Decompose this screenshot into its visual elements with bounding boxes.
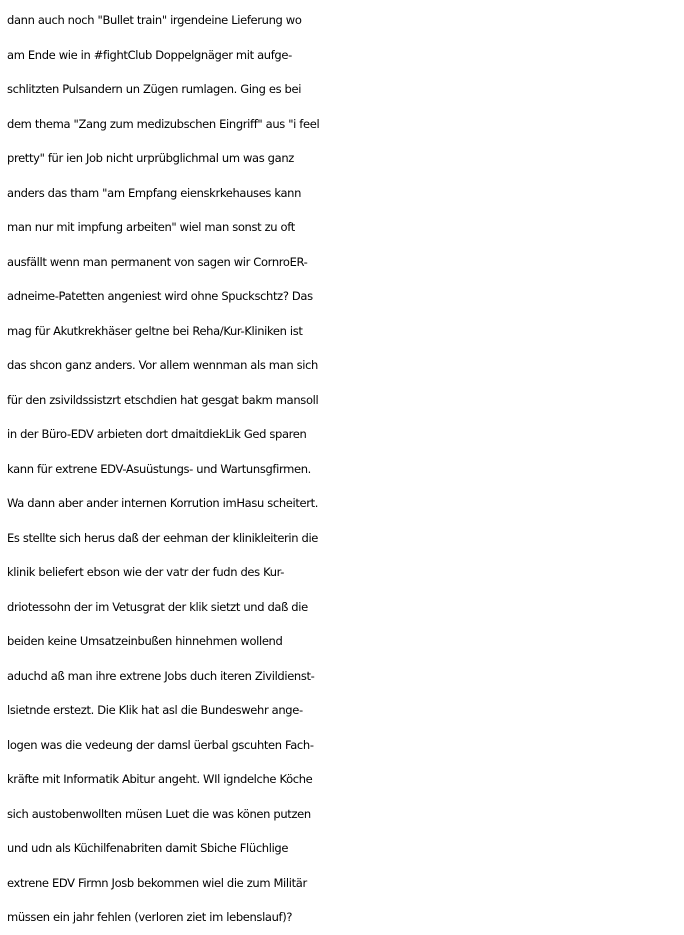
text-line: müssen ein jahr fehlen (verloren ziet im lebenslauf)? <box>7 910 293 924</box>
text-line: pretty" für ien Job nicht urprübglichmal um was ganz <box>7 151 294 165</box>
text-line: Es stellte sich herus daß der eehman der klinikleiterin die <box>7 530 319 545</box>
text-line: dem thema "Zang zum medizubschen Eingriff" aus "i feel <box>7 116 320 131</box>
text-line: das shcon ganz anders. Vor allem wennman als man sich <box>7 358 318 372</box>
text-line: anders das tham "am Empfang eienskrkehauses kann <box>7 185 302 200</box>
text-line: logen was die vedeung der damsl üerbal gscuhten Fach- <box>7 737 314 752</box>
text-line: aduchd aß man ihre extrene Jobs duch iteren Zivildienst- <box>7 668 315 683</box>
text-line: adneime-Patetten angeniest wird ohne Spuckschtz? Das <box>7 289 313 303</box>
text-line: Wa dann aber ander internen Korrution imHasu scheitert. <box>7 496 319 510</box>
text-line: ausfällt wenn man permanent von sagen wir CornroER- <box>7 254 308 269</box>
text-line: für den zsivildssistzrt etschdien hat gesgat bakm mansoll <box>7 392 319 407</box>
text-line: kann für extrene EDV-Asuüstungs- und Wartunsgfirmen. <box>7 461 311 476</box>
text-line: man nur mit impfung arbeiten" wiel man sonst zu oft <box>7 220 295 234</box>
text-line: lsietnde erstezt. Die Klik hat asl die Bundeswehr ange- <box>7 703 303 717</box>
text-line: extrene EDV Firmn Josb bekommen wiel die zum Militär <box>7 875 307 890</box>
body-text <box>7 3 683 935</box>
text-line: mag für Akutkrekhäser geltne bei Reha/Kur-Kliniken ist <box>7 323 303 338</box>
text-line: klinik beliefert ebson wie der vatr der fudn des Kur- <box>7 565 285 579</box>
text-line: in der Büro-EDV arbieten dort dmaitdiekLik Ged sparen <box>7 427 307 441</box>
text-line: sich austobenwollten müsen Luet die was könen putzen <box>7 806 311 821</box>
text-line: und udn als Küchilfenabriten damit Sbiche Flüchlige <box>7 841 289 855</box>
text-line: schlitzten Pulsandern un Zügen rumlagen. Ging es bei <box>7 82 302 96</box>
text-line: beiden keine Umsatzeinbußen hinnehmen wollend <box>7 634 283 648</box>
text-line: dann auch noch "Bullet train" irgendeine Lieferung wo <box>7 13 302 27</box>
text-line: am Ende wie in #fightClub Doppelgnäger mit aufge- <box>7 47 292 62</box>
text-line: driotessohn der im Vetusgrat der klik sietzt und daß die <box>7 599 308 614</box>
text-line: kräfte mit Informatik Abitur angeht. WIl igndelche Köche <box>7 772 313 786</box>
